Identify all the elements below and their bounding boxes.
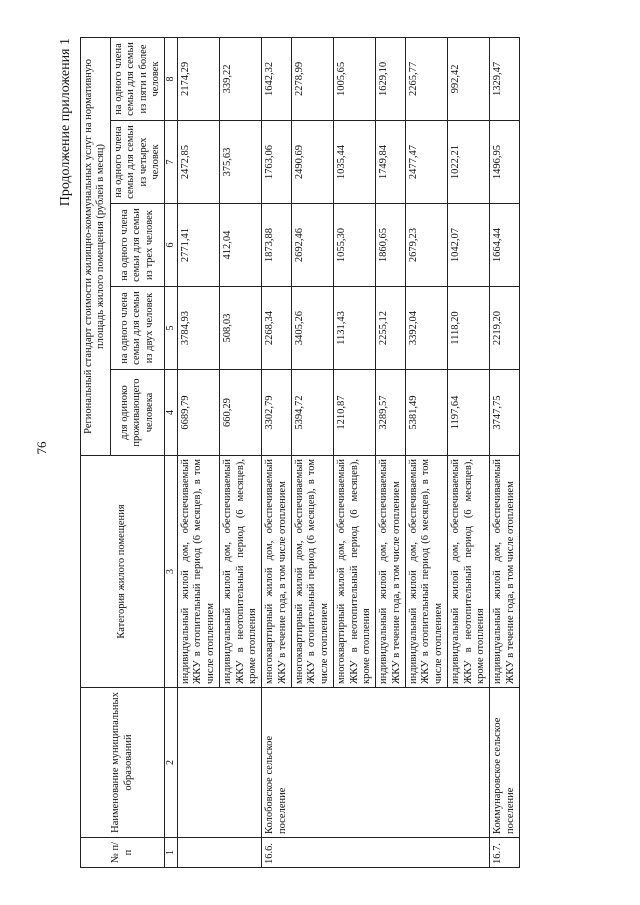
header-standard: Региональный стандарт стоимости жилищно-коммунальных услуг на нормативную площадь жилого помещения (рублей в месяц) bbox=[81, 37, 111, 455]
value-cell: 2490,69 bbox=[292, 121, 334, 204]
table-row bbox=[376, 37, 406, 867]
value-cell: 339,22 bbox=[220, 37, 262, 120]
value-cell: 2219,20 bbox=[490, 287, 520, 370]
municipality-name bbox=[448, 688, 490, 838]
municipality-name bbox=[292, 688, 334, 838]
value-cell: 2255,12 bbox=[376, 287, 406, 370]
row-number bbox=[334, 838, 376, 868]
table-row bbox=[490, 37, 520, 867]
row-number: 16.7. bbox=[490, 838, 520, 868]
standard-table bbox=[80, 37, 520, 868]
table-row bbox=[406, 37, 448, 867]
value-cell: 3784,93 bbox=[178, 287, 220, 370]
municipality-name: Колобовское сельское поселение bbox=[262, 688, 292, 838]
row-number: 16.6. bbox=[262, 838, 292, 868]
table-row bbox=[220, 37, 262, 867]
header-sub-7: на одного члена семьи для семьи из четырех человек bbox=[110, 121, 165, 204]
value-cell: 3289,57 bbox=[376, 370, 406, 456]
housing-category: многоквартирный жилой дом, обеспечиваемый ЖКУ в неотопительный период (6 месяцев), кроме отопления bbox=[334, 456, 376, 688]
value-cell: 2477,47 bbox=[406, 121, 448, 204]
municipality-name bbox=[178, 688, 220, 838]
row-number bbox=[406, 838, 448, 868]
value-cell: 2692,46 bbox=[292, 204, 334, 287]
housing-category: индивидуальный жилой дом, обеспечиваемый ЖКУ в течение года, в том числе отоплением bbox=[490, 456, 520, 688]
row-number bbox=[178, 838, 220, 868]
value-cell: 3405,26 bbox=[292, 287, 334, 370]
value-cell: 1035,44 bbox=[334, 121, 376, 204]
value-cell: 2278,99 bbox=[292, 37, 334, 120]
column-index: 7 bbox=[165, 121, 178, 204]
housing-category: многоквартирный жилой дом, обеспечиваемый ЖКУ в отопительный период (6 месяцев), в том числе отоплением bbox=[292, 456, 334, 688]
table-row bbox=[334, 37, 376, 867]
column-index: 1 bbox=[165, 838, 178, 868]
value-cell: 3392,04 bbox=[406, 287, 448, 370]
page-number: 76 bbox=[34, 441, 49, 455]
value-cell: 2268,34 bbox=[262, 287, 292, 370]
header-name: Наименование муниципальных образований bbox=[81, 688, 165, 838]
landscape-content bbox=[58, 38, 578, 868]
municipality-name bbox=[220, 688, 262, 838]
value-cell: 1005,65 bbox=[334, 37, 376, 120]
value-cell: 2771,41 bbox=[178, 204, 220, 287]
table-row bbox=[178, 37, 220, 867]
value-cell: 5394,72 bbox=[292, 370, 334, 456]
value-cell: 1629,10 bbox=[376, 37, 406, 120]
value-cell: 1860,65 bbox=[376, 204, 406, 287]
value-cell: 1210,87 bbox=[334, 370, 376, 456]
housing-category: многоквартирный жилой дом, обеспечиваемый ЖКУ в течение года, в том числе отоплением bbox=[262, 456, 292, 688]
value-cell: 1197,64 bbox=[448, 370, 490, 456]
value-cell: 1042,07 bbox=[448, 204, 490, 287]
value-cell: 1763,06 bbox=[262, 121, 292, 204]
value-cell: 1749,84 bbox=[376, 121, 406, 204]
table-row bbox=[292, 37, 334, 867]
column-index: 5 bbox=[165, 287, 178, 370]
row-number bbox=[376, 838, 406, 868]
appendix-title: Продолжение приложения 1 bbox=[58, 38, 73, 207]
header-sub-4: для одиноко проживающего человека bbox=[110, 370, 165, 456]
value-cell: 1642,32 bbox=[262, 37, 292, 120]
header-category: Категория жилого помещения bbox=[81, 456, 165, 688]
value-cell: 1664,44 bbox=[490, 204, 520, 287]
value-cell: 1329,47 bbox=[490, 37, 520, 120]
housing-category: индивидуальный жилой дом, обеспечиваемый ЖКУ в неотопительный период (6 месяцев), кроме отопления bbox=[220, 456, 262, 688]
value-cell: 660,29 bbox=[220, 370, 262, 456]
value-cell: 992,42 bbox=[448, 37, 490, 120]
value-cell: 1055,30 bbox=[334, 204, 376, 287]
value-cell: 1022,21 bbox=[448, 121, 490, 204]
value-cell: 412,04 bbox=[220, 204, 262, 287]
column-index: 4 bbox=[165, 370, 178, 456]
value-cell: 508,03 bbox=[220, 287, 262, 370]
value-cell: 3302,79 bbox=[262, 370, 292, 456]
value-cell: 1118,20 bbox=[448, 287, 490, 370]
header-sub-6: на одного члена семьи для семьи из трех человек bbox=[110, 204, 165, 287]
housing-category: индивидуальный жилой дом, обеспечиваемый ЖКУ в отопительный период (6 месяцев), в том числе отоплением bbox=[406, 456, 448, 688]
column-index: 8 bbox=[165, 37, 178, 120]
value-cell: 1131,43 bbox=[334, 287, 376, 370]
row-number bbox=[220, 838, 262, 868]
value-cell: 5381,49 bbox=[406, 370, 448, 456]
value-cell: 375,63 bbox=[220, 121, 262, 204]
housing-category: индивидуальный жилой дом, обеспечиваемый ЖКУ в неотопительный период (6 месяцев), кроме отопления bbox=[448, 456, 490, 688]
value-cell: 1496,95 bbox=[490, 121, 520, 204]
value-cell: 1873,88 bbox=[262, 204, 292, 287]
value-cell: 6689,79 bbox=[178, 370, 220, 456]
value-cell: 2472,85 bbox=[178, 121, 220, 204]
value-cell: 2265,77 bbox=[406, 37, 448, 120]
municipality-name bbox=[406, 688, 448, 838]
row-number bbox=[292, 838, 334, 868]
value-cell: 2174,29 bbox=[178, 37, 220, 120]
municipality-name bbox=[376, 688, 406, 838]
value-cell: 2679,23 bbox=[406, 204, 448, 287]
header-sub-8: на одного члена семьи для семьи из пяти и более человек bbox=[110, 37, 165, 120]
municipality-name: Коммунаровское сельское поселение bbox=[490, 688, 520, 838]
row-number bbox=[448, 838, 490, 868]
housing-category: индивидуальный жилой дом, обеспечиваемый ЖКУ в течение года, в том числе отоплением bbox=[376, 456, 406, 688]
table-row bbox=[262, 37, 292, 867]
value-cell: 3747,75 bbox=[490, 370, 520, 456]
header-sub-5: на одного члена семьи для семьи из двух человек bbox=[110, 287, 165, 370]
header-no: № п/п bbox=[81, 838, 165, 868]
municipality-name bbox=[334, 688, 376, 838]
column-index: 2 bbox=[165, 688, 178, 838]
housing-category: индивидуальный жилой дом, обеспечиваемый ЖКУ в отопительный период (6 месяцев), в том числе отоплением bbox=[178, 456, 220, 688]
column-index: 3 bbox=[165, 456, 178, 688]
column-index: 6 bbox=[165, 204, 178, 287]
table-row bbox=[448, 37, 490, 867]
